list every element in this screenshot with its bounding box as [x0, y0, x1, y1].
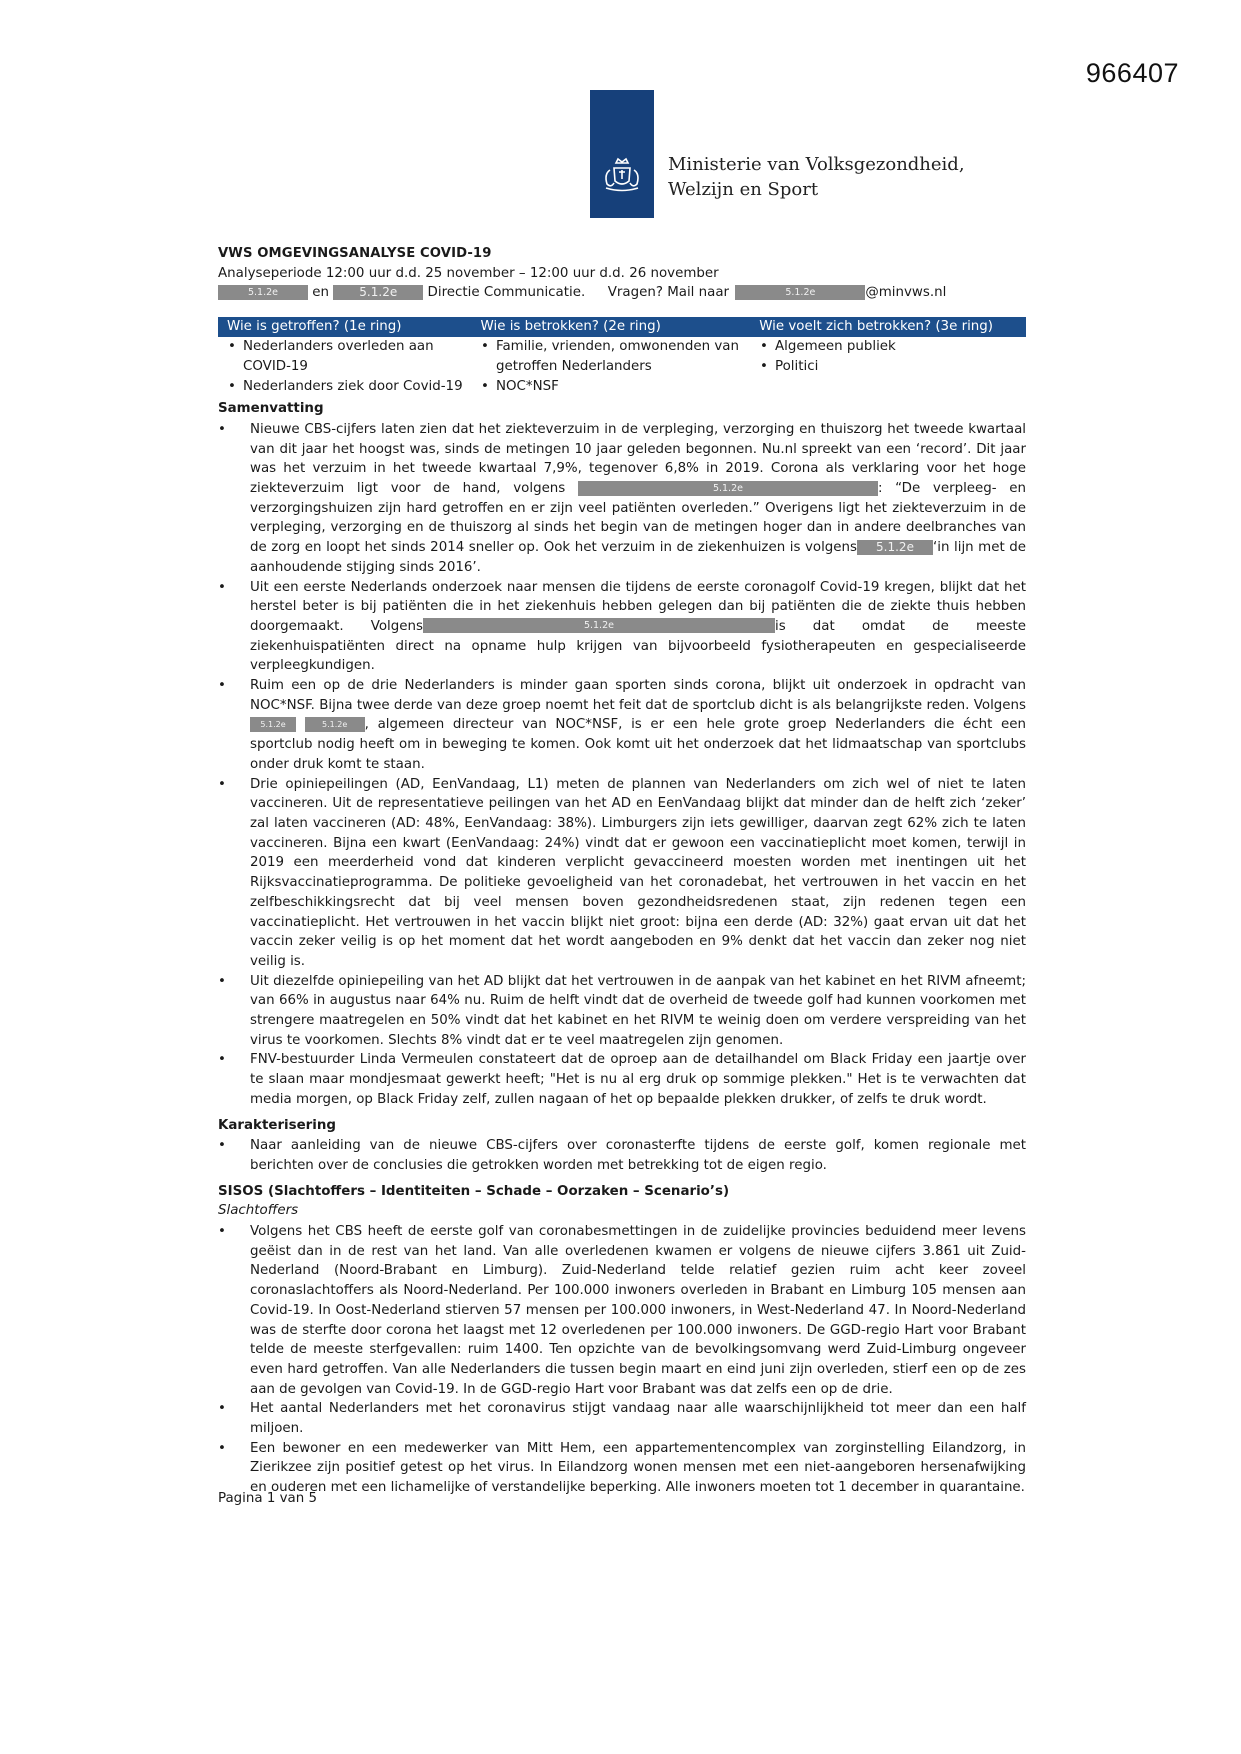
redaction-box: 5.1.2e — [218, 285, 308, 300]
contact-question: Vragen? Mail naar — [607, 285, 730, 301]
ministry-line-1: Ministerie van Volksgezondheid, — [668, 154, 965, 175]
list-item-text: : “De verpleeg- en verzorgingshuizen zijn hard getroffen en er zijn veel patiënten overleden.” Overigens ligt het ziekteverzuim in de verpleging, verzorging en de thuiszorg al sinds het begin van de metingen hoger dan in andere deelbranches van de zorg en loopt het sinds 2014 sneller op. Ook het verzuim in de ziekenhuizen is volgens — [250, 481, 1027, 556]
contact-domain: @minvws.nl — [865, 285, 947, 301]
karakterisering-list — [218, 1136, 1026, 1175]
contact-and: en — [312, 285, 329, 301]
ring3-item: • Politici — [775, 357, 1026, 377]
list-item-text: Uit een eerste Nederlands onderzoek naar mensen die tijdens de eerste coronagolf Covid-19 kregen, blijkt dat het herstel beter is bij patiënten die in het ziekenhuis hebben gelegen dan bij patiënten die de ziekte thuis hebben doorgemaakt. Volgens — [250, 579, 1026, 634]
redaction-box: 5.1.2e — [735, 285, 865, 300]
crest-icon — [598, 148, 646, 196]
ring2-item: • Familie, vrienden, omwonenden van getroffen Nederlanders — [496, 337, 750, 376]
ring1-header: Wie is getroffen? (1e ring) — [227, 319, 402, 335]
list-item — [250, 676, 1026, 775]
ring2-item: • NOC*NSF — [496, 377, 750, 397]
document-number: 966407 — [1085, 58, 1179, 88]
samenvatting-heading: Samenvatting — [218, 401, 324, 417]
ring2-header: Wie is betrokken? (2e ring) — [480, 319, 661, 335]
redaction-box: 5.1.2e — [333, 285, 423, 300]
redaction-box: 5.1.2e — [578, 481, 878, 496]
list-item: • Drie opiniepeilingen (AD, EenVandaag, L1) meten de plannen van Nederlanders om zich wel of niet te laten vaccineren. Uit de representatieve peilingen van het AD en EenVandaag blijkt dat minder dan de helft zich ‘zeker’ zal laten vaccineren (AD: 48%, EenVandaag: 38%). Limburgers zijn iets gewilliger, daarvan zegt 62% zich te laten vaccineren. Bijna een kwart (EenVandaag: 24%) vindt dat er gewoon een vaccinatieplicht moet komen, terwijl in 2019 een meerderheid vond dat kinderen verplicht gevaccineerd moesten worden met inentingen uit het Rijksvaccinatieprogramma. De politieke gevoeligheid van het coronadebat, het vertrouwen in het vaccin en het zelfbeschikkingsrecht dat bij veel mensen boven gezondheidsredenen staat, zijn redenen tegen een vaccinatieplicht. Het vertrouwen in het vaccin blijkt niet groot: bijna een derde (AD: 32%) gaat ervan uit dat het vaccin zeker veilig is op het moment dat het wordt aangeboden en 9% denkt dat het vaccin dan zeker nog niet veilig is. — [250, 775, 1026, 972]
ring3-header: Wie voelt zich betrokken? (3e ring) — [759, 319, 994, 335]
ministry-line-2: Welzijn en Sport — [668, 179, 819, 200]
ring-table-header — [218, 317, 1026, 337]
list-item: • Een bewoner en een medewerker van Mitt Hem, een appartementencomplex van zorginstelling Eilandzorg, in Zierikzee zijn positief getest op het virus. In Eilandzorg wonen mensen met een niet-aangeboren hersenafwijking en ouderen met een lichamelijke of verstandelijke beperking. Alle inwoners moeten tot 1 december in quarantaine. — [250, 1439, 1026, 1498]
list-item: • FNV-bestuurder Linda Vermeulen constateert dat de oproep aan de detailhandel om Black Friday een jaartje over te slaan maar mondjesmaat gewerkt heeft; "Het is nu al erg druk op sommige plekken." Het is te verwachten dat media morgen, op Black Friday zelf, zullen nagaan of het op bepaalde plekken drukker, of zelfs te druk wordt. — [250, 1050, 1026, 1109]
list-item-text: Nieuwe CBS-cijfers laten zien dat het ziekteverzuim in de verpleging, verzorging en thuiszorg het tweede kwartaal van dit jaar het hoogst was, sinds de metingen 10 jaar geleden begonnen. Nu.nl spreekt van een ‘record’. Dit jaar was het verzuim in het tweede kwartaal 7,9%, tegenover 6,8% in 2019. Corona als verklaring voor het hoge ziekteverzuim ligt voor de hand, volgens — [250, 421, 1026, 497]
ring1-item: • Nederlanders overleden aan COVID-19 — [243, 337, 471, 376]
samenvatting-list — [218, 420, 1026, 1110]
list-item — [250, 420, 1026, 578]
ring-table-body — [218, 337, 1026, 396]
sisos-subheading: Slachtoffers — [218, 1203, 299, 1219]
page-footer: Pagina 1 van 5 — [218, 1491, 318, 1506]
sisos-list — [218, 1222, 1026, 1498]
rijksoverheid-logo — [590, 90, 654, 218]
analysis-period: Analyseperiode 12:00 uur d.d. 25 november – 12:00 uur d.d. 26 november — [218, 265, 719, 281]
list-item: • Naar aanleiding van de nieuwe CBS-cijfers over coronasterfte tijdens de eerste golf, komen regionale met berichten over de conclusies die getrokken worden met betrekking tot de eigen regio. — [250, 1136, 1026, 1175]
list-item: • Het aantal Nederlanders met het coronavirus stijgt vandaag naar alle waarschijnlijkheid tot meer dan een half miljoen. — [250, 1399, 1026, 1438]
contact-line — [218, 283, 1026, 303]
redaction-box: 5.1.2e — [423, 618, 775, 633]
list-item: • Uit diezelfde opiniepeiling van het AD blijkt dat het vertrouwen in de aanpak van het kabinet en het RIVM afneemt; van 66% in augustus naar 64% nu. Ruim de helft vindt dat de overheid de tweede golf had kunnen voorkomen met strengere maatregelen en 50% vindt dat het kabinet en het RIVM te weinig doen om verdere verspreiding van het virus te voorkomen. Slechts 8% vindt dat er te veel maatregelen zijn genomen. — [250, 972, 1026, 1051]
ministry-name — [668, 152, 965, 202]
list-item-text: , algemeen directeur van NOC*NSF, is er een hele grote groep Nederlanders die écht een sportclub nodig heeft om in beweging te komen. Ook komt uit het onderzoek dat het lidmaatschap van sportclubs onder druk komt te staan. — [250, 717, 1026, 772]
karakterisering-heading: Karakterisering — [218, 1117, 336, 1133]
contact-department: Directie Communicatie. — [427, 285, 586, 301]
document-title: VWS OMGEVINGSANALYSE COVID-19 — [218, 246, 492, 261]
redaction-box: 5.1.2e — [857, 540, 933, 555]
redaction-box: 5.1.2e — [250, 717, 296, 732]
ring1-item: • Nederlanders ziek door Covid-19 — [243, 377, 471, 397]
list-item-text: Ruim een op de drie Nederlanders is minder gaan sporten sinds corona, blijkt uit onderzoek in opdracht van NOC*NSF. Bijna twee derde van deze groep noemt het feit dat de sportclub dicht is als belangrijkste reden. Volgens — [250, 678, 1026, 713]
sisos-heading: SISOS (Slachtoffers – Identiteiten – Schade – Oorzaken – Scenario’s) — [218, 1183, 730, 1199]
list-item-text: ‘in lijn met de aanhoudende stijging sinds 2016’. — [250, 540, 1026, 575]
list-item: • Volgens het CBS heeft de eerste golf van coronabesmettingen in de zuidelijke provincies beduidend meer levens geëist dan in de rest van het land. Van alle overledenen kwamen er volgens de nieuwe cijfers 3.861 uit Zuid-Nederland (Noord-Brabant en Limburg). Zuid-Nederland telde relatief gezien ruim acht keer zoveel coronaslachtoffers als Noord-Nederland. Per 100.000 inwoners overleden in Brabant en Limburg 105 mensen aan Covid-19. In Oost-Nederland stierven 57 mensen per 100.000 inwoners, in West-Nederland 47. In Noord-Nederland was de sterfte door corona het laagst met 12 overledenen per 100.000 inwoners. De GGD-regio Hart voor Brabant telde de meeste sterfgevallen: ruim 1400. Ten opzichte van de bevolkingsomvang werd Zuid-Limburg ongeveer even hard getroffen. Van alle Nederlanders die tussen begin maart en eind juni zijn overleden, stierf een op de zes aan de gevolgen van Covid-19. In de GGD-regio Hart voor Brabant was dat zelfs een op de drie. — [250, 1222, 1026, 1399]
ring3-item: • Algemeen publiek — [775, 337, 1026, 357]
list-item — [250, 578, 1026, 677]
document-body — [218, 244, 1026, 1498]
redaction-box: 5.1.2e — [305, 717, 365, 732]
list-item-text: is dat omdat de meeste ziekenhuispatiënten direct na opname hulp krijgen van bijvoorbeeld fysiotherapeuten en gespecialiseerde verpleegkundigen. — [250, 618, 1026, 674]
